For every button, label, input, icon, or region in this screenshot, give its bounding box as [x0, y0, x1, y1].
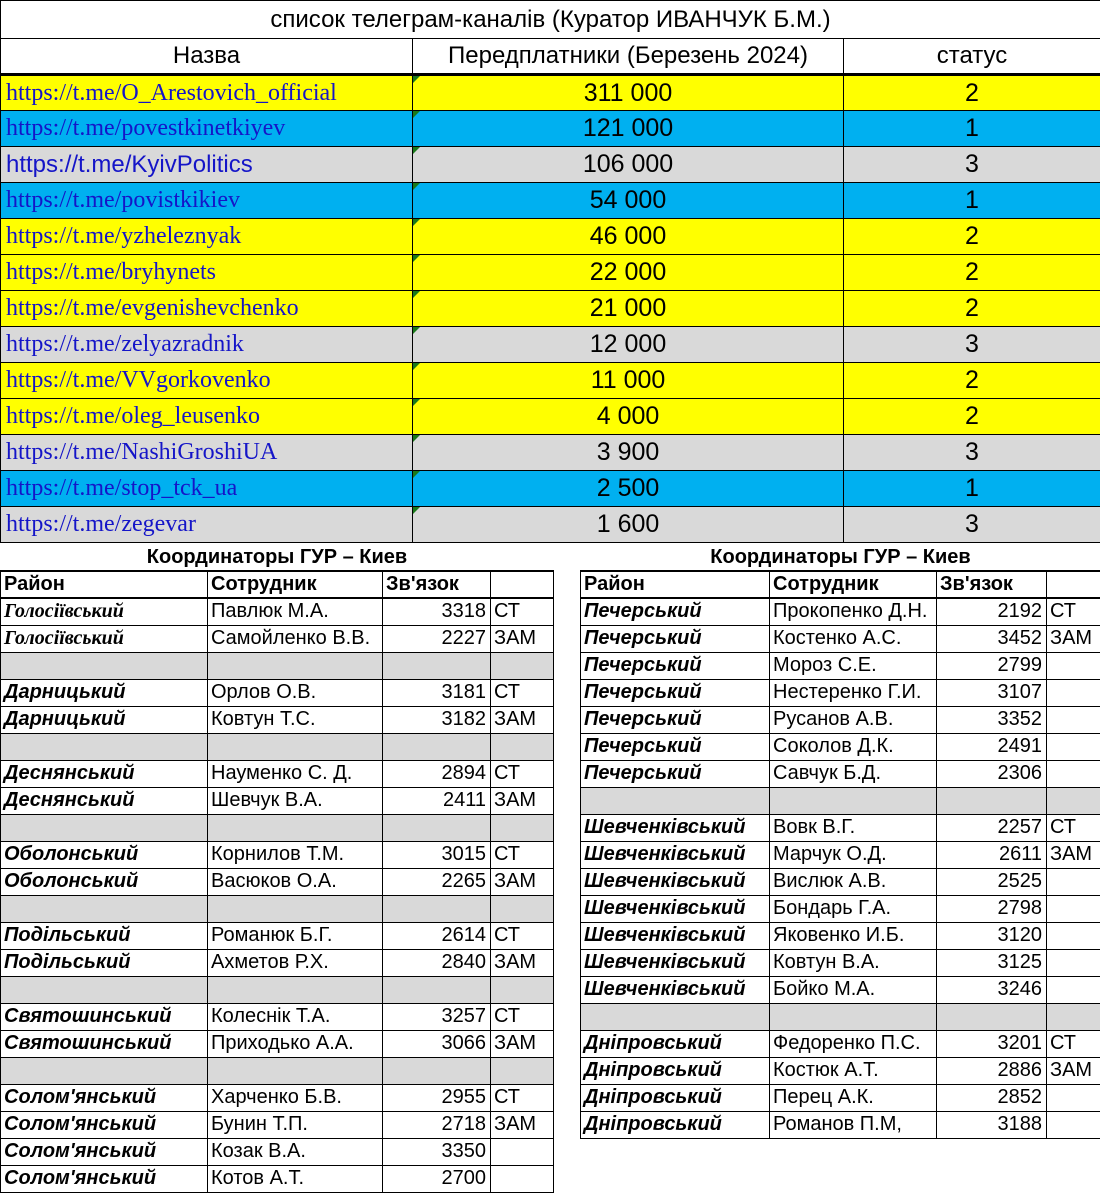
- coordinator-row: [1, 868, 554, 895]
- employee-cell: Бондарь Г.А.: [770, 895, 937, 922]
- role-cell: ЗАМ: [491, 1111, 554, 1138]
- blank-cell: [383, 814, 491, 841]
- channel-row: [1, 399, 1100, 435]
- header-subscribers: Передплатники (Березень 2024): [413, 39, 844, 75]
- contact-cell: 3107: [937, 679, 1047, 706]
- coordinator-row: [1, 760, 554, 787]
- employee-cell: Вислюк А.В.: [770, 868, 937, 895]
- blank-cell: [208, 814, 383, 841]
- employee-cell: Науменко С. Д.: [208, 760, 383, 787]
- district-cell: Деснянський: [1, 787, 208, 814]
- employee-cell: Романюк Б.Г.: [208, 922, 383, 949]
- district-cell: Печерський: [581, 625, 770, 652]
- employee-cell: Савчук Б.Д.: [770, 760, 937, 787]
- contact-cell: 3352: [937, 706, 1047, 733]
- blank-cell: [491, 976, 554, 1003]
- employee-cell: Перец А.К.: [770, 1084, 937, 1111]
- employee-cell: Соколов Д.К.: [770, 733, 937, 760]
- coordinator-row: [581, 1057, 1100, 1084]
- channel-row: [1, 471, 1100, 507]
- coordinator-row: [581, 598, 1100, 625]
- coordinator-row: [1, 1030, 554, 1057]
- district-cell: Печерський: [581, 652, 770, 679]
- channel-link[interactable]: https://t.me/VVgorkovenko: [1, 363, 413, 399]
- coordinators-right-header-row: [581, 571, 1100, 598]
- channel-row: [1, 435, 1100, 471]
- district-cell: Дніпровський: [581, 1057, 770, 1084]
- channel-subscribers: 54 000: [413, 183, 844, 219]
- contact-cell: 3257: [383, 1003, 491, 1030]
- district-cell: Печерський: [581, 733, 770, 760]
- role-cell: ЗАМ: [491, 625, 554, 652]
- blank-cell: [1, 976, 208, 1003]
- role-cell: [1047, 922, 1100, 949]
- district-cell: Солом'янський: [1, 1111, 208, 1138]
- page-title: список телеграм-каналів (Куратор ИВАНЧУК Б.М.): [1, 1, 1100, 39]
- header-role: [491, 571, 554, 598]
- role-cell: [1047, 1084, 1100, 1111]
- employee-cell: Костюк А.Т.: [770, 1057, 937, 1084]
- role-cell: ЗАМ: [491, 868, 554, 895]
- channel-row: [1, 111, 1100, 147]
- district-cell: Дарницький: [1, 706, 208, 733]
- employee-cell: Васюков О.А.: [208, 868, 383, 895]
- role-cell: ЗАМ: [1047, 625, 1100, 652]
- coordinators-left-title: Координаторы ГУР – Киев: [1, 544, 554, 571]
- blank-cell: [208, 1057, 383, 1084]
- role-cell: ЗАМ: [1047, 841, 1100, 868]
- coordinators-right-title-row: [581, 544, 1100, 571]
- blank-cell: [1, 814, 208, 841]
- coordinators-left-title-row: [1, 544, 554, 571]
- employee-cell: Вовк В.Г.: [770, 814, 937, 841]
- header-role: [1047, 571, 1100, 598]
- contact-cell: 3188: [937, 1111, 1047, 1138]
- contact-cell: 2614: [383, 922, 491, 949]
- contact-cell: 3318: [383, 598, 491, 625]
- channel-subscribers: 106 000: [413, 147, 844, 183]
- blank-cell: [491, 895, 554, 922]
- channel-link[interactable]: https://t.me/stop_tck_ua: [1, 471, 413, 507]
- channel-status: 1: [844, 111, 1100, 147]
- contact-cell: 2700: [383, 1165, 491, 1192]
- coordinator-row: [1, 1138, 554, 1165]
- channel-row: [1, 291, 1100, 327]
- blank-row: [581, 787, 1100, 814]
- district-cell: Голосіївський: [1, 598, 208, 625]
- district-cell: Дарницький: [1, 679, 208, 706]
- role-cell: [1047, 895, 1100, 922]
- header-employee: Сотрудник: [208, 571, 383, 598]
- contact-cell: 3120: [937, 922, 1047, 949]
- district-cell: Шевченківський: [581, 841, 770, 868]
- blank-row: [1, 895, 554, 922]
- channel-row: [1, 363, 1100, 399]
- district-cell: Печерський: [581, 706, 770, 733]
- channel-link[interactable]: https://t.me/oleg_leusenko: [1, 399, 413, 435]
- channel-status: 1: [844, 183, 1100, 219]
- contact-cell: 3066: [383, 1030, 491, 1057]
- channel-subscribers: 1 600: [413, 507, 844, 543]
- channel-subscribers: 12 000: [413, 327, 844, 363]
- employee-cell: Костенко А.С.: [770, 625, 937, 652]
- contact-cell: 2840: [383, 949, 491, 976]
- channel-link[interactable]: https://t.me/zegevar: [1, 507, 413, 543]
- district-cell: Печерський: [581, 760, 770, 787]
- blank-row: [1, 976, 554, 1003]
- title-row: [1, 1, 1100, 39]
- employee-cell: Приходько А.А.: [208, 1030, 383, 1057]
- channel-link[interactable]: https://t.me/povestkinetkiyev: [1, 111, 413, 147]
- contact-cell: 2611: [937, 841, 1047, 868]
- role-cell: [1047, 706, 1100, 733]
- role-cell: СТ: [1047, 598, 1100, 625]
- employee-cell: Прокопенко Д.Н.: [770, 598, 937, 625]
- blank-cell: [937, 787, 1047, 814]
- channel-status: 2: [844, 291, 1100, 327]
- district-cell: Печерський: [581, 598, 770, 625]
- blank-cell: [770, 787, 937, 814]
- channels-table: [0, 0, 1100, 543]
- channel-subscribers: 2 500: [413, 471, 844, 507]
- employee-cell: Нестеренко Г.И.: [770, 679, 937, 706]
- blank-cell: [1, 733, 208, 760]
- coordinators-left-header-row: [1, 571, 554, 598]
- channel-subscribers: 311 000: [413, 75, 844, 111]
- role-cell: ЗАМ: [491, 706, 554, 733]
- blank-cell: [581, 1003, 770, 1030]
- district-cell: Святошинський: [1, 1003, 208, 1030]
- employee-cell: Бойко М.А.: [770, 976, 937, 1003]
- blank-cell: [383, 652, 491, 679]
- channel-status: 2: [844, 219, 1100, 255]
- contact-cell: 2718: [383, 1111, 491, 1138]
- contact-cell: 2798: [937, 895, 1047, 922]
- blank-cell: [208, 733, 383, 760]
- district-cell: Шевченківський: [581, 895, 770, 922]
- role-cell: СТ: [491, 1003, 554, 1030]
- channel-subscribers: 11 000: [413, 363, 844, 399]
- coordinator-row: [1, 1003, 554, 1030]
- blank-cell: [581, 787, 770, 814]
- header-employee: Сотрудник: [770, 571, 937, 598]
- coordinators-left-table: [0, 544, 554, 1193]
- channel-status: 3: [844, 435, 1100, 471]
- blank-row: [1, 652, 554, 679]
- blank-cell: [208, 895, 383, 922]
- employee-cell: Ковтун В.А.: [770, 949, 937, 976]
- contact-cell: 2852: [937, 1084, 1047, 1111]
- coordinator-row: [581, 625, 1100, 652]
- blank-cell: [1, 1057, 208, 1084]
- district-cell: Подільський: [1, 949, 208, 976]
- role-cell: СТ: [491, 841, 554, 868]
- contact-cell: 2306: [937, 760, 1047, 787]
- channel-link[interactable]: https://t.me/NashiGroshiUA: [1, 435, 413, 471]
- employee-cell: Ковтун Т.С.: [208, 706, 383, 733]
- district-cell: Оболонський: [1, 841, 208, 868]
- channel-status: 2: [844, 255, 1100, 291]
- district-cell: Подільський: [1, 922, 208, 949]
- channel-status: 3: [844, 507, 1100, 543]
- district-cell: Дніпровський: [581, 1030, 770, 1057]
- coordinator-row: [581, 1084, 1100, 1111]
- employee-cell: Романов П.М,: [770, 1111, 937, 1138]
- role-cell: СТ: [1047, 1030, 1100, 1057]
- contact-cell: 3182: [383, 706, 491, 733]
- employee-cell: Колеснік Т.А.: [208, 1003, 383, 1030]
- employee-cell: Мороз С.Е.: [770, 652, 937, 679]
- district-cell: Святошинський: [1, 1030, 208, 1057]
- coordinator-row: [581, 733, 1100, 760]
- blank-cell: [491, 814, 554, 841]
- header-row: [1, 39, 1100, 75]
- district-cell: Печерський: [581, 679, 770, 706]
- channel-status: 1: [844, 471, 1100, 507]
- district-cell: Солом'янський: [1, 1138, 208, 1165]
- channel-status: 3: [844, 147, 1100, 183]
- coordinator-row: [581, 1030, 1100, 1057]
- channel-status: 2: [844, 75, 1100, 111]
- channel-subscribers: 22 000: [413, 255, 844, 291]
- coordinators-right-table: [580, 544, 1100, 1139]
- employee-cell: Яковенко И.Б.: [770, 922, 937, 949]
- channel-row: [1, 219, 1100, 255]
- role-cell: СТ: [491, 598, 554, 625]
- channel-subscribers: 4 000: [413, 399, 844, 435]
- channel-link[interactable]: https://t.me/zelyazradnik: [1, 327, 413, 363]
- contact-cell: 3452: [937, 625, 1047, 652]
- header-status: статус: [844, 39, 1100, 75]
- coordinator-row: [1, 841, 554, 868]
- channel-link[interactable]: https://t.me/povistkikiev: [1, 183, 413, 219]
- coordinator-row: [1, 706, 554, 733]
- employee-cell: Бунин Т.П.: [208, 1111, 383, 1138]
- channel-status: 3: [844, 327, 1100, 363]
- contact-cell: 3015: [383, 841, 491, 868]
- employee-cell: Ахметов Р.Х.: [208, 949, 383, 976]
- district-cell: Дніпровський: [581, 1111, 770, 1138]
- blank-cell: [1, 652, 208, 679]
- district-cell: Шевченківський: [581, 922, 770, 949]
- employee-cell: Корнилов Т.М.: [208, 841, 383, 868]
- blank-cell: [1, 895, 208, 922]
- blank-cell: [208, 652, 383, 679]
- blank-cell: [1047, 1003, 1100, 1030]
- coordinator-row: [581, 868, 1100, 895]
- district-cell: Солом'янський: [1, 1165, 208, 1192]
- coordinator-row: [1, 922, 554, 949]
- contact-cell: 3125: [937, 949, 1047, 976]
- coordinators-right-title: Координаторы ГУР – Киев: [581, 544, 1100, 571]
- coordinator-row: [581, 922, 1100, 949]
- contact-cell: 2491: [937, 733, 1047, 760]
- district-cell: Солом'янський: [1, 1084, 208, 1111]
- header-district: Район: [581, 571, 770, 598]
- blank-cell: [770, 1003, 937, 1030]
- header-name: Назва: [1, 39, 413, 75]
- contact-cell: 2799: [937, 652, 1047, 679]
- blank-row: [581, 1003, 1100, 1030]
- blank-cell: [383, 895, 491, 922]
- coordinator-row: [581, 652, 1100, 679]
- contact-cell: 3246: [937, 976, 1047, 1003]
- district-cell: Шевченківський: [581, 949, 770, 976]
- district-cell: Дніпровський: [581, 1084, 770, 1111]
- employee-cell: Федоренко П.С.: [770, 1030, 937, 1057]
- district-cell: Голосіївський: [1, 625, 208, 652]
- contact-cell: 2525: [937, 868, 1047, 895]
- contact-cell: 2955: [383, 1084, 491, 1111]
- coordinator-row: [581, 760, 1100, 787]
- channel-subscribers: 46 000: [413, 219, 844, 255]
- employee-cell: Шевчук В.А.: [208, 787, 383, 814]
- blank-row: [1, 814, 554, 841]
- channel-link[interactable]: https://t.me/KyivPolitics: [1, 147, 413, 183]
- channel-status: 2: [844, 399, 1100, 435]
- employee-cell: Павлюк М.А.: [208, 598, 383, 625]
- contact-cell: 3350: [383, 1138, 491, 1165]
- role-cell: ЗАМ: [491, 949, 554, 976]
- employee-cell: Русанов А.В.: [770, 706, 937, 733]
- header-contact: Зв'язок: [937, 571, 1047, 598]
- employee-cell: Харченко Б.В.: [208, 1084, 383, 1111]
- district-cell: Шевченківський: [581, 814, 770, 841]
- contact-cell: 2265: [383, 868, 491, 895]
- role-cell: [491, 1138, 554, 1165]
- district-cell: Шевченківський: [581, 868, 770, 895]
- role-cell: [491, 1165, 554, 1192]
- channel-link[interactable]: https://t.me/bryhynets: [1, 255, 413, 291]
- blank-cell: [208, 976, 383, 1003]
- blank-cell: [491, 733, 554, 760]
- role-cell: [1047, 868, 1100, 895]
- coordinator-row: [581, 895, 1100, 922]
- channel-status: 2: [844, 363, 1100, 399]
- contact-cell: 3201: [937, 1030, 1047, 1057]
- channel-row: [1, 507, 1100, 543]
- role-cell: ЗАМ: [491, 1030, 554, 1057]
- coordinator-row: [1, 787, 554, 814]
- contact-cell: 2894: [383, 760, 491, 787]
- channel-link[interactable]: https://t.me/yzheleznyak: [1, 219, 413, 255]
- role-cell: [1047, 760, 1100, 787]
- blank-cell: [937, 1003, 1047, 1030]
- role-cell: [1047, 652, 1100, 679]
- district-cell: Шевченківський: [581, 976, 770, 1003]
- coordinator-row: [1, 679, 554, 706]
- blank-cell: [383, 976, 491, 1003]
- role-cell: СТ: [491, 679, 554, 706]
- channel-subscribers: 121 000: [413, 111, 844, 147]
- role-cell: [1047, 679, 1100, 706]
- contact-cell: 3181: [383, 679, 491, 706]
- role-cell: [1047, 976, 1100, 1003]
- channel-row: [1, 75, 1100, 111]
- channel-row: [1, 255, 1100, 291]
- contact-cell: 2886: [937, 1057, 1047, 1084]
- blank-row: [1, 733, 554, 760]
- coordinator-row: [1, 625, 554, 652]
- blank-row: [1, 1057, 554, 1084]
- blank-cell: [383, 1057, 491, 1084]
- role-cell: СТ: [1047, 814, 1100, 841]
- district-cell: Оболонський: [1, 868, 208, 895]
- coordinator-row: [581, 679, 1100, 706]
- coordinator-row: [1, 1111, 554, 1138]
- coordinator-row: [581, 976, 1100, 1003]
- role-cell: ЗАМ: [1047, 1057, 1100, 1084]
- channel-link[interactable]: https://t.me/O_Arestovich_official: [1, 75, 413, 111]
- blank-cell: [491, 652, 554, 679]
- employee-cell: Самойленко В.В.: [208, 625, 383, 652]
- channel-row: [1, 183, 1100, 219]
- coordinator-row: [581, 841, 1100, 868]
- channel-link[interactable]: https://t.me/evgenishevchenko: [1, 291, 413, 327]
- header-contact: Зв'язок: [383, 571, 491, 598]
- contact-cell: 2192: [937, 598, 1047, 625]
- contact-cell: 2257: [937, 814, 1047, 841]
- blank-cell: [491, 1057, 554, 1084]
- role-cell: [1047, 733, 1100, 760]
- employee-cell: Котов А.Т.: [208, 1165, 383, 1192]
- header-district: Район: [1, 571, 208, 598]
- blank-cell: [1047, 787, 1100, 814]
- employee-cell: Орлов О.В.: [208, 679, 383, 706]
- channel-row: [1, 327, 1100, 363]
- role-cell: СТ: [491, 1084, 554, 1111]
- coordinator-row: [581, 814, 1100, 841]
- coordinator-row: [581, 949, 1100, 976]
- coordinator-row: [1, 1165, 554, 1192]
- role-cell: [1047, 1111, 1100, 1138]
- role-cell: СТ: [491, 760, 554, 787]
- district-cell: Деснянський: [1, 760, 208, 787]
- role-cell: [1047, 949, 1100, 976]
- coordinator-row: [1, 1084, 554, 1111]
- contact-cell: 2227: [383, 625, 491, 652]
- employee-cell: Козак В.А.: [208, 1138, 383, 1165]
- channel-subscribers: 3 900: [413, 435, 844, 471]
- coordinator-row: [1, 598, 554, 625]
- employee-cell: Марчук О.Д.: [770, 841, 937, 868]
- coordinator-row: [581, 706, 1100, 733]
- channel-subscribers: 21 000: [413, 291, 844, 327]
- role-cell: СТ: [491, 922, 554, 949]
- coordinator-row: [1, 949, 554, 976]
- contact-cell: 2411: [383, 787, 491, 814]
- blank-cell: [383, 733, 491, 760]
- channel-row: [1, 147, 1100, 183]
- role-cell: ЗАМ: [491, 787, 554, 814]
- coordinator-row: [581, 1111, 1100, 1138]
